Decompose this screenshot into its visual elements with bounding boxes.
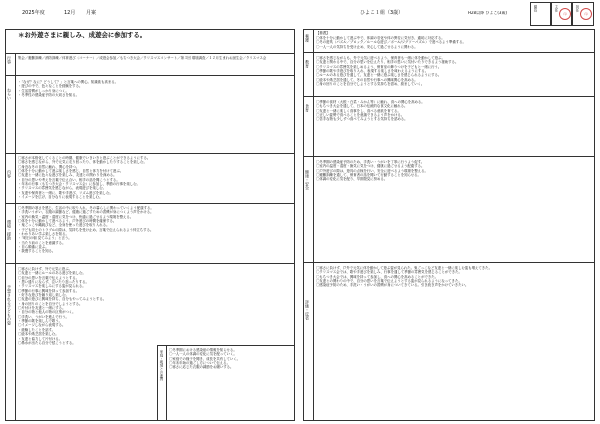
forecast-item: ・友達と協力して片付ける。 (18, 336, 63, 341)
edu-item: 〇クリスマスの雰囲気を楽しめるよう、保育室の飾りつけを子どもと一緒に行う。 (316, 64, 442, 69)
forecast-item: 〇鼻水が出たら自分で拭こうとする。 (18, 340, 76, 345)
environment-list (18, 206, 292, 254)
edu-item: 〇季節の歌や手遊びを取り入れ、表現する楽しさを味わえるようにする。 (316, 69, 429, 74)
env-item: ・室内の換気・温度・湿度に気をつけ、快適に過ごせるよう環境を整える。 (18, 214, 134, 219)
care-item: 〇一人一人の気持ちを受け止め、安心して過ごせるように関わる。 (316, 44, 418, 49)
approval-label-chief: 主任 (554, 5, 558, 12)
care-item: 〇冬の遊具（パズル／ブロック／ルールな遊び／ボール/ジグソーパズル）で遊べるよう準備する。 (316, 40, 466, 45)
safety-item: 〇室内の温度・湿度・換気に気をつけ、健康に過ごせるよう配慮する。 (316, 164, 425, 169)
food-item: 〇友達と一緒に楽しく食事をし、食べる意欲を育てる。 (316, 108, 401, 113)
evaluation-list (316, 266, 592, 288)
home-label: 家庭・地域との連携 (159, 350, 163, 381)
env-item: ・手洗いうがい、衣服の調節など、健康に過ごすための習慣が身につくよう声をかける。 (18, 210, 154, 215)
forecast-label: 予想される子どもの姿 (7, 285, 12, 325)
safety-label: 健康・安全 (305, 170, 310, 190)
contents-label: 内容 (7, 170, 12, 178)
food-list (316, 100, 592, 122)
forecast-item: 〇絵本や紙芝居を楽しむ。 (18, 332, 59, 337)
event-label: 行事 (7, 56, 12, 64)
forecast-item: ・クリスマスを楽しみにする姿が見られる。 (18, 284, 86, 289)
food-item: 〇正しい姿勢で食べることを意識できるよう声をかける。 (316, 113, 405, 118)
contents-list (18, 156, 292, 199)
aim-item: ・冬季性の感染症予防の大切さを知る。 (18, 93, 80, 98)
divider (5, 75, 295, 76)
env-item: 〇冬季期の寒さを感じ、生活の中に取り入れ、冬の暮らしに関わっていくよう配慮する。 (18, 206, 154, 210)
food-item: 〇苦手な物も少しずつ食べてみようとする気持ちを認める。 (316, 117, 408, 122)
content-item: ・友達や保育者と一緒に、歌や手遊び、リズム遊びを楽しむ。 (18, 190, 113, 195)
home-item: 〇家庭での様子を聞き、成長を共有していく。 (169, 356, 240, 361)
content-item: ・イメージを広げ、自分なりに表現することを楽しむ。 (18, 195, 103, 200)
divider (313, 29, 314, 421)
edu-item: 〇寒さを感じながらも、外で元気に遊べるよう、保育者も一緒に体を動かして遊ぶ。 (316, 56, 445, 60)
forecast-item: ・好きな遊びを繰り返し楽しむ。 (18, 293, 69, 298)
content-item: ・自分の思いや考えを言葉で伝え合い、相手の話を聞こうとする。 (18, 177, 120, 182)
forecast-item: 〇自分の思いを言葉で伝えようとする。 (18, 275, 80, 280)
eval-item: 〇感染症予防のため、手洗い・うがいの習慣が身についてきている。引き続き声をかけていきたい。 (316, 283, 469, 288)
content-item: 〇寒さを感じながら、外で元気に走り回ったり、体を動かしたりすることを楽しむ。 (18, 160, 147, 165)
aim-item: ・生活習慣がしっかり身につく。 (18, 88, 69, 93)
forecast-item: ・経験したことを話す。 (18, 327, 56, 332)
divider (157, 345, 295, 346)
evaluation-label: 評価・反省 (305, 300, 310, 320)
forecast-item: ・思い通りにならず、泣いたり怒ったりする。 (18, 280, 89, 285)
forecast-item: 〇寒さに負けず、外で元気に遊ぶ。 (18, 267, 73, 271)
aims-list (18, 80, 292, 97)
care-label: 養護 (305, 34, 310, 42)
food-item: 〇季節の食材（大根・白菜・みかん等）に触れ、食への関心を高める。 (316, 100, 425, 104)
forecast-item: ・自分の物と他人の物の区別がつく。 (18, 310, 76, 315)
divider (5, 203, 295, 204)
class-code: H28以降 ひよこ(3歳) (468, 11, 508, 15)
forecast-item: 〇友達と一緒にルールのある遊びを楽しむ。 (18, 271, 86, 276)
safety-list (316, 160, 592, 182)
eval-item: 〇クリスマス会では、歌や手遊びを楽しみ、行事を通して季節の雰囲気を感じることができた。 (316, 270, 462, 275)
edu-item: 〇ルールのある遊びを通して、友達と一緒に遊ぶ楽しさを感じられるようにする。 (316, 73, 442, 78)
env-item: ・わかりあい学ぶ楽しさを知る。 (18, 232, 69, 237)
approval-box-teacher (572, 2, 594, 26)
education-label: 教育 (305, 60, 310, 68)
right-panel (303, 29, 595, 421)
divider (15, 75, 16, 421)
safety-item: 〇戸外遊びの際は、遊具の点検を行い、安全に遊べるよう環境を整える。 (316, 168, 428, 173)
safety-item: 〇冬季期の感染症予防のため、手洗い・うがいを丁寧に行うよう促す。 (316, 160, 425, 164)
home-item: 〇寒さに応じた衣服の調節をお願いする。 (169, 365, 234, 370)
env-item: ・当たり前のことを意識する。 (18, 240, 66, 245)
env-item: ・「明日の朝 見てみよう」と言う。 (18, 236, 72, 241)
eval-item: 〇寒さに負けず、戸外で元気に体を動かして遊ぶ姿が見られた。鬼ごっこなど友達と一緒に楽しむ姿も増えてきた。 (316, 266, 492, 270)
divider (5, 263, 295, 264)
forecast-item: 〇季節の行事に興味を持って参加する。 (18, 288, 80, 293)
aim-item: ・「なぜ？なに？どうして？」と言葉への関心。知識欲も高まる。 (18, 80, 119, 84)
home-item: 〇年末年始の過ごし方について伝える。 (169, 361, 230, 366)
content-item: 〇寒さが本格化してくることの時期、健康でいきいきと遊ぶことができるようにする。 (18, 156, 151, 160)
safety-item: 〇体調の変化に気を配り、早期発見に努める。 (316, 177, 388, 182)
divider (303, 262, 595, 263)
content-item: 〇友達と一緒に色々な遊びを楽しみ、友達との関わりを深める。 (18, 173, 117, 178)
approval-label-principal: 園長 (533, 5, 537, 12)
eval-item: 〇もちつき大会では、興味を持って参加し、食への関心を高めることができた。 (316, 274, 439, 279)
divider (303, 156, 595, 157)
approval-stamp-seal-2: 印 (580, 8, 592, 20)
approval-stamp-seal: 印 (559, 8, 571, 20)
forecast-item: 〇片付けを友達と一緒にする。 (18, 306, 66, 311)
care-title: 【養護】 (316, 31, 330, 35)
divider (303, 52, 595, 53)
env-item: ・子ども同士のトラブルの際は、気持ちを受け止め、言葉で伝えられるよう仲立ちする。 (18, 227, 154, 232)
content-item: 〇体を十分に動かして遊ぶ楽しさを感じ、自然と体力を付けて遊ぶ。 (18, 169, 124, 174)
aims-label: ねらい (7, 88, 12, 100)
eval-item: 〇友達との関わりの中で、自分の思いを言葉で伝えようとする姿が見られるようになってきた。 (316, 279, 462, 284)
content-item: ・年末の行事（もちつき大会・クリスマス会）に参加し、季節の行事を楽しむ。 (18, 182, 140, 187)
content-item: 〇身近な冬の自然に触れ、関心を持つ。 (18, 164, 80, 169)
divider (5, 153, 295, 154)
forecast-item: 〇手洗い、うがいを進んで行う。 (18, 314, 69, 319)
env-item: 〇体を十分に動かして遊べるよう、戸外遊びの時間を確保する。 (18, 219, 117, 224)
forecast-item: ・身の回りのことを自分でしようとする。 (18, 301, 83, 306)
year-label: 2025年度 (22, 10, 45, 16)
divider (15, 53, 16, 75)
divider (303, 96, 595, 97)
edu-item: 〇身の回りのことを自分でしようとする気持ちを認め、励ましていく。 (316, 82, 425, 87)
home-item: 〇一人一人の体調の変化に気を配っていく。 (169, 352, 237, 357)
forecast-item: ・季節の歌を楽しんで歌う。 (18, 319, 63, 324)
divider (5, 53, 295, 54)
monthly-goal-title: ＊お外遊さまに親しみ、成遊会に参加する。 (18, 31, 147, 39)
approval-stamps (530, 2, 594, 26)
aim-item: ・遊びの中で、色々なことを経験をする。 (18, 84, 83, 89)
divider (166, 345, 167, 421)
home-list (169, 348, 293, 370)
environment-label: 環境・援助 (7, 220, 12, 240)
approval-label-teacher: 担任 (575, 5, 579, 12)
forecast-item: 〇友達の遊びに興味を持ち、自分もやってみようとする。 (18, 297, 107, 302)
food-label: 食育 (305, 104, 310, 112)
env-item: ・我慢することを知る。 (18, 249, 56, 254)
care-list (316, 36, 592, 49)
forecast-item: 〇イメージしながら表現する。 (18, 323, 66, 328)
env-item: ・自ら順番に並ぶ。 (18, 245, 49, 250)
approval-box-chief (551, 2, 572, 26)
env-item: ・鬼ごっこや縄跳びなど、全身を使った遊びを取り入れる。 (18, 223, 110, 228)
food-item: 〇もちつき大会を通して、日本の伝統的な食文化に触れる。 (316, 104, 408, 109)
home-item: 〇冬季期における感染症の情報を知らせる。 (169, 348, 237, 352)
month-label: 12月 (64, 10, 76, 16)
class-name: ひよこ１組（3歳） (360, 10, 404, 16)
content-item: ・クリスマスの雰囲気を感じながら、表現遊びを楽しむ。 (18, 186, 107, 191)
event-text: 集会／避難訓練／消防訓練／体育遊び（コーナー）／成遊会参加／もちつき大会／クリスマスコンサート／第３回 環境調査／１２月生まれお誕生会／クリスマス会 (18, 56, 267, 60)
edu-item: 〇絵本や紙芝居を通して、冬の自然や行事への興味関心を高める。 (316, 77, 418, 82)
doc-type-label: 月案 (86, 10, 97, 16)
approval-box-principal (530, 2, 551, 26)
edu-item: 〇友達と関わる中で、自分の思いを伝えたり、相手の思いに気付いたりできるよう援助する。 (316, 60, 459, 65)
safety-item: 〇避難訓練を通して、保育者の話を聞いて行動することを知らせる。 (316, 173, 421, 178)
education-list (316, 56, 592, 86)
care-item: 〇体を十分に動かして遊ぶ中で、体調の変化や体の異変に気付き、適切に対応する。 (316, 36, 445, 40)
forecast-list (18, 267, 156, 345)
